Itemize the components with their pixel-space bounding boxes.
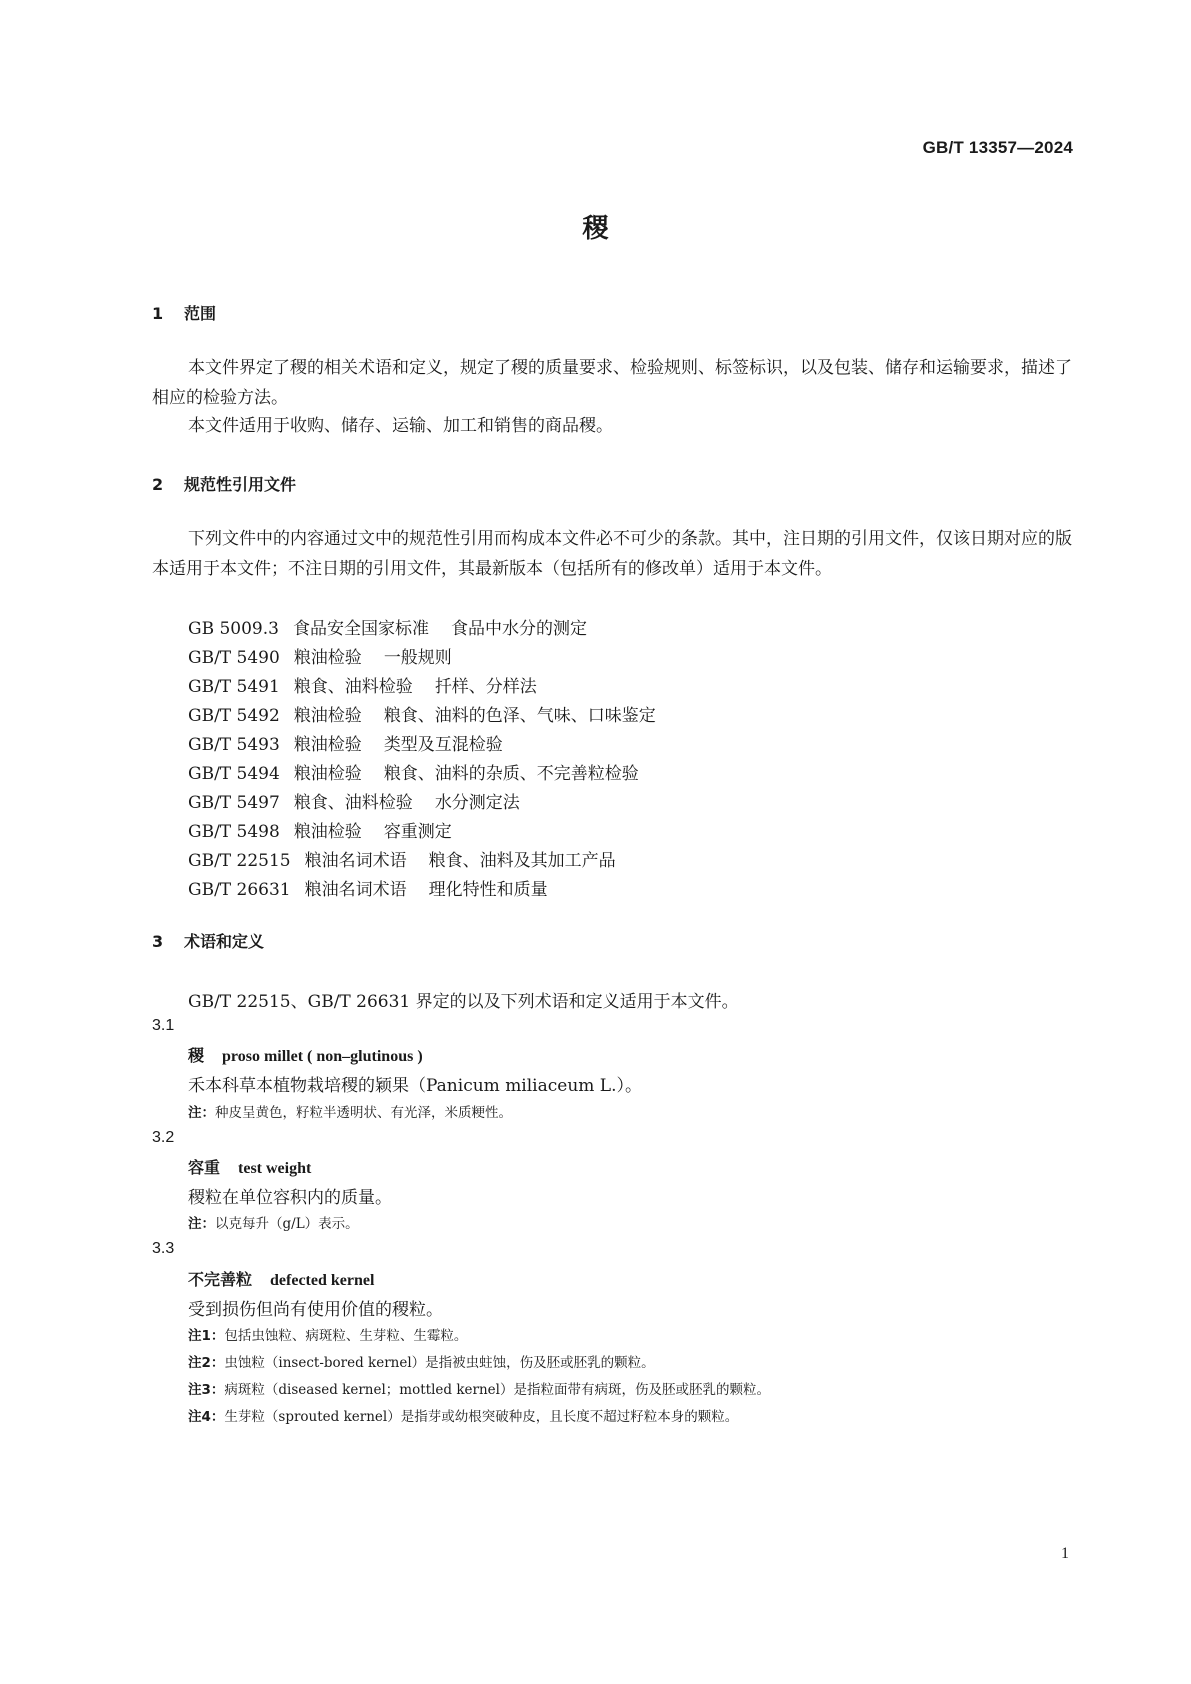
term-number: 3.1 bbox=[152, 1017, 175, 1034]
note-text: 种皮呈黄色，籽粒半透明状、有光泽，米质粳性。 bbox=[215, 1105, 512, 1121]
reference-title-part-1: 粮油名词术语 bbox=[304, 880, 407, 900]
reference-item bbox=[188, 759, 639, 784]
term-heading bbox=[188, 1155, 311, 1178]
reference-code: GB/T 22515 bbox=[188, 851, 291, 871]
term-definition: 受到损伤但尚有使用价值的稷粒。 bbox=[188, 1300, 443, 1320]
section-3-heading bbox=[152, 929, 264, 952]
reference-code: GB 5009.3 bbox=[188, 619, 279, 639]
section-title: 范围 bbox=[184, 304, 217, 323]
document-number: GB/T 13357—2024 bbox=[922, 138, 1073, 157]
note-label: 注： bbox=[188, 1105, 215, 1121]
term-note bbox=[188, 1324, 467, 1344]
term-english: test weight bbox=[238, 1160, 312, 1177]
reference-title-part-2: 粮食、油料及其加工产品 bbox=[428, 851, 616, 871]
section-1-paragraph-2: 本文件适用于收购、储存、运输、加工和销售的商品稷。 bbox=[188, 416, 613, 436]
reference-title-part-2: 扦样、分样法 bbox=[434, 677, 537, 697]
note-label: 注4： bbox=[188, 1409, 225, 1425]
section-title: 术语和定义 bbox=[184, 932, 265, 951]
reference-title-part-1: 食品安全国家标准 bbox=[292, 619, 429, 639]
reference-title-part-2: 一般规则 bbox=[383, 648, 452, 668]
reference-code: GB/T 5490 bbox=[188, 648, 280, 668]
section-title: 规范性引用文件 bbox=[184, 475, 297, 494]
note-text: 虫蚀粒（insect-bored kernel）是指被虫蛀蚀，伤及胚或胚乳的颗粒。 bbox=[224, 1355, 655, 1371]
reference-code: GB/T 5492 bbox=[188, 706, 280, 726]
section-2-heading bbox=[152, 472, 296, 495]
term-english: defected kernel bbox=[270, 1272, 375, 1289]
section-2-paragraph-1: 下列文件中的内容通过文中的规范性引用而构成本文件必不可少的条款。其中，注日期的引用文件，仅该日期对应的版本适用于本文件；不注日期的引用文件，其最新版本（包括所有的修改单）适用于本文件。 bbox=[152, 529, 1072, 579]
reference-item bbox=[188, 846, 616, 871]
reference-title-part-1: 粮油名词术语 bbox=[304, 851, 407, 871]
term-number: 3.2 bbox=[152, 1129, 175, 1146]
reference-code: GB/T 26631 bbox=[188, 880, 291, 900]
note-label: 注1： bbox=[188, 1328, 225, 1344]
reference-code: GB/T 5491 bbox=[188, 677, 280, 697]
reference-title-part-1: 粮油检验 bbox=[293, 764, 362, 784]
section-3-paragraph-1: GB/T 22515、GB/T 26631 界定的以及下列术语和定义适用于本文件。 bbox=[188, 992, 739, 1012]
section-number: 3 bbox=[152, 932, 164, 951]
term-chinese: 稷 bbox=[188, 1046, 205, 1065]
term-number: 3.3 bbox=[152, 1240, 175, 1257]
term-definition: 稷粒在单位容积内的质量。 bbox=[188, 1188, 392, 1208]
term-note bbox=[188, 1351, 655, 1371]
reference-title-part-2: 粮食、油料的色泽、气味、口味鉴定 bbox=[383, 706, 656, 726]
term-heading bbox=[188, 1043, 423, 1066]
note-text: 病斑粒（diseased kernel；mottled kernel）是指粒面带有病斑，伤及胚或胚乳的颗粒。 bbox=[224, 1382, 770, 1398]
note-label: 注3： bbox=[188, 1382, 225, 1398]
reference-item bbox=[188, 817, 452, 842]
term-heading bbox=[188, 1267, 374, 1290]
reference-item bbox=[188, 614, 587, 639]
reference-code: GB/T 5497 bbox=[188, 793, 280, 813]
reference-title-part-1: 粮食、油料检验 bbox=[293, 793, 413, 813]
reference-item bbox=[188, 730, 503, 755]
document-title: 稷 bbox=[582, 214, 609, 244]
reference-title-part-2: 理化特性和质量 bbox=[428, 880, 548, 900]
note-text: 生芽粒（sprouted kernel）是指芽或幼根突破种皮，且长度不超过籽粒本身的颗粒。 bbox=[224, 1409, 739, 1425]
reference-title-part-1: 粮油检验 bbox=[293, 648, 362, 668]
reference-title-part-1: 粮油检验 bbox=[293, 822, 362, 842]
term-definition: 禾本科草本植物栽培稷的颖果（Panicum miliaceum L.）。 bbox=[188, 1076, 643, 1096]
note-label: 注2： bbox=[188, 1355, 225, 1371]
term-note bbox=[188, 1212, 359, 1232]
term-note bbox=[188, 1405, 738, 1425]
reference-item bbox=[188, 875, 548, 900]
section-number: 1 bbox=[152, 304, 164, 323]
section-1-heading bbox=[152, 301, 216, 324]
reference-title-part-2: 容重测定 bbox=[383, 822, 452, 842]
reference-item bbox=[188, 672, 537, 697]
reference-code: GB/T 5493 bbox=[188, 735, 280, 755]
reference-code: GB/T 5494 bbox=[188, 764, 280, 784]
term-chinese: 不完善粒 bbox=[188, 1270, 253, 1289]
term-note bbox=[188, 1378, 770, 1398]
note-text: 包括虫蚀粒、病斑粒、生芽粒、生霉粒。 bbox=[224, 1328, 468, 1344]
reference-title-part-2: 水分测定法 bbox=[434, 793, 520, 813]
reference-code: GB/T 5498 bbox=[188, 822, 280, 842]
section-number: 2 bbox=[152, 475, 164, 494]
reference-title-part-1: 粮油检验 bbox=[293, 706, 362, 726]
reference-title-part-1: 粮油检验 bbox=[293, 735, 362, 755]
reference-item bbox=[188, 643, 452, 668]
reference-title-part-1: 粮食、油料检验 bbox=[293, 677, 413, 697]
section-1-paragraph-1: 本文件界定了稷的相关术语和定义，规定了稷的质量要求、检验规则、标签标识，以及包装、储存和运输要求，描述了相应的检验方法。 bbox=[152, 358, 1072, 408]
term-chinese: 容重 bbox=[188, 1158, 221, 1177]
page-number: 1 bbox=[1061, 1545, 1069, 1562]
reference-item bbox=[188, 788, 520, 813]
reference-title-part-2: 食品中水分的测定 bbox=[450, 619, 587, 639]
note-label: 注： bbox=[188, 1216, 215, 1232]
reference-title-part-2: 粮食、油料的杂质、不完善粒检验 bbox=[383, 764, 639, 784]
reference-item bbox=[188, 701, 656, 726]
note-text: 以克每升（g/L）表示。 bbox=[215, 1216, 359, 1232]
term-note bbox=[188, 1101, 512, 1121]
term-english: proso millet ( non–glutinous ) bbox=[222, 1048, 423, 1065]
reference-title-part-2: 类型及互混检验 bbox=[383, 735, 503, 755]
